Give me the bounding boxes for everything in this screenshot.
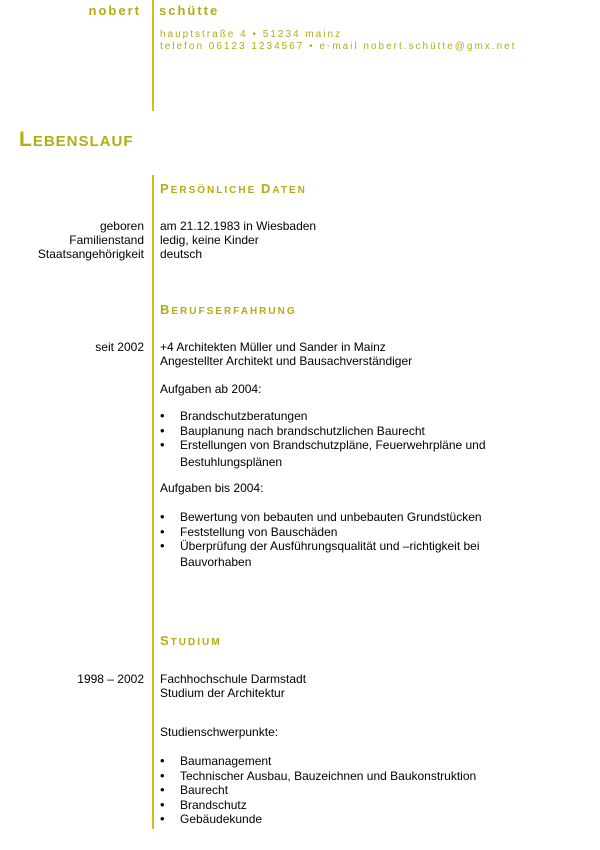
content-divider-line — [152, 175, 154, 829]
list-item: • Brandschutzberatungen — [160, 409, 486, 424]
list-item-continuation: Bauvorhaben — [180, 555, 252, 569]
page-title — [19, 128, 134, 152]
tasks-until-list — [160, 510, 482, 554]
address-line: hauptstraße 4 • 51234 mainz — [160, 29, 343, 40]
label-since-2002: seit 2002 — [95, 340, 144, 354]
list-item: • Überprüfung der Ausführungsqualität und –richtigkeit bei — [160, 539, 482, 554]
page-title-rest: EBENSLAUF — [32, 133, 134, 150]
value-marital-status: ledig, keine Kinder — [160, 233, 259, 247]
label-born: geboren — [99, 219, 144, 233]
employer: +4 Architekten Müller und Sander in Mainz — [160, 340, 386, 354]
section-heading-study: STUDIUM — [160, 633, 222, 648]
list-item: • Erstellungen von Brandschutzpläne, Feuerwehrpläne und — [160, 438, 486, 453]
list-item: • Baumanagement — [160, 754, 476, 769]
label-nationality: Staatsangehörigkeit — [37, 247, 144, 261]
study-subject: Studium der Architektur — [160, 686, 285, 700]
list-item: • Feststellung von Bauschäden — [160, 525, 482, 540]
section-heading-personal: PERSÖNLICHE DATEN — [160, 181, 307, 196]
value-born: am 21.12.1983 in Wiesbaden — [160, 219, 317, 233]
list-item: • Bauplanung nach brandschutzlichen Baurecht — [160, 424, 486, 439]
value-nationality: deutsch — [160, 247, 203, 261]
list-item: • Baurecht — [160, 783, 476, 798]
school-name: Fachhochschule Darmstadt — [160, 672, 307, 686]
label-marital-status: Familienstand — [69, 233, 144, 247]
last-name: schütte — [159, 3, 220, 18]
list-item-continuation: Bestuhlungsplänen — [180, 455, 283, 469]
tasks-from-title: Aufgaben ab 2004: — [160, 382, 262, 396]
section-heading-experience: BERUFSERFAHRUNG — [160, 302, 297, 317]
tasks-from-list — [160, 409, 486, 453]
list-item: • Bewertung von bebauten und unbebauten Grundstücken — [160, 510, 482, 525]
label-study-period: 1998 – 2002 — [77, 672, 144, 686]
page-title-initial: L — [19, 128, 33, 151]
list-item: • Brandschutz — [160, 798, 476, 813]
contact-line: telefon 06123 1234567 • e-mail nobert.schütte@gmx.net — [160, 41, 517, 52]
first-name: nobert — [88, 3, 141, 18]
header-divider-line — [152, 0, 154, 111]
study-focus-list — [160, 754, 476, 827]
list-item: • Technischer Ausbau, Bauzeichnen und Baukonstruktion — [160, 769, 476, 784]
tasks-until-title: Aufgaben bis 2004: — [160, 481, 264, 495]
list-item: • Gebäudekunde — [160, 812, 476, 827]
job-position: Angestellter Architekt und Bausachverständiger — [160, 354, 413, 368]
study-focus-title: Studienschwerpunkte: — [160, 725, 279, 739]
